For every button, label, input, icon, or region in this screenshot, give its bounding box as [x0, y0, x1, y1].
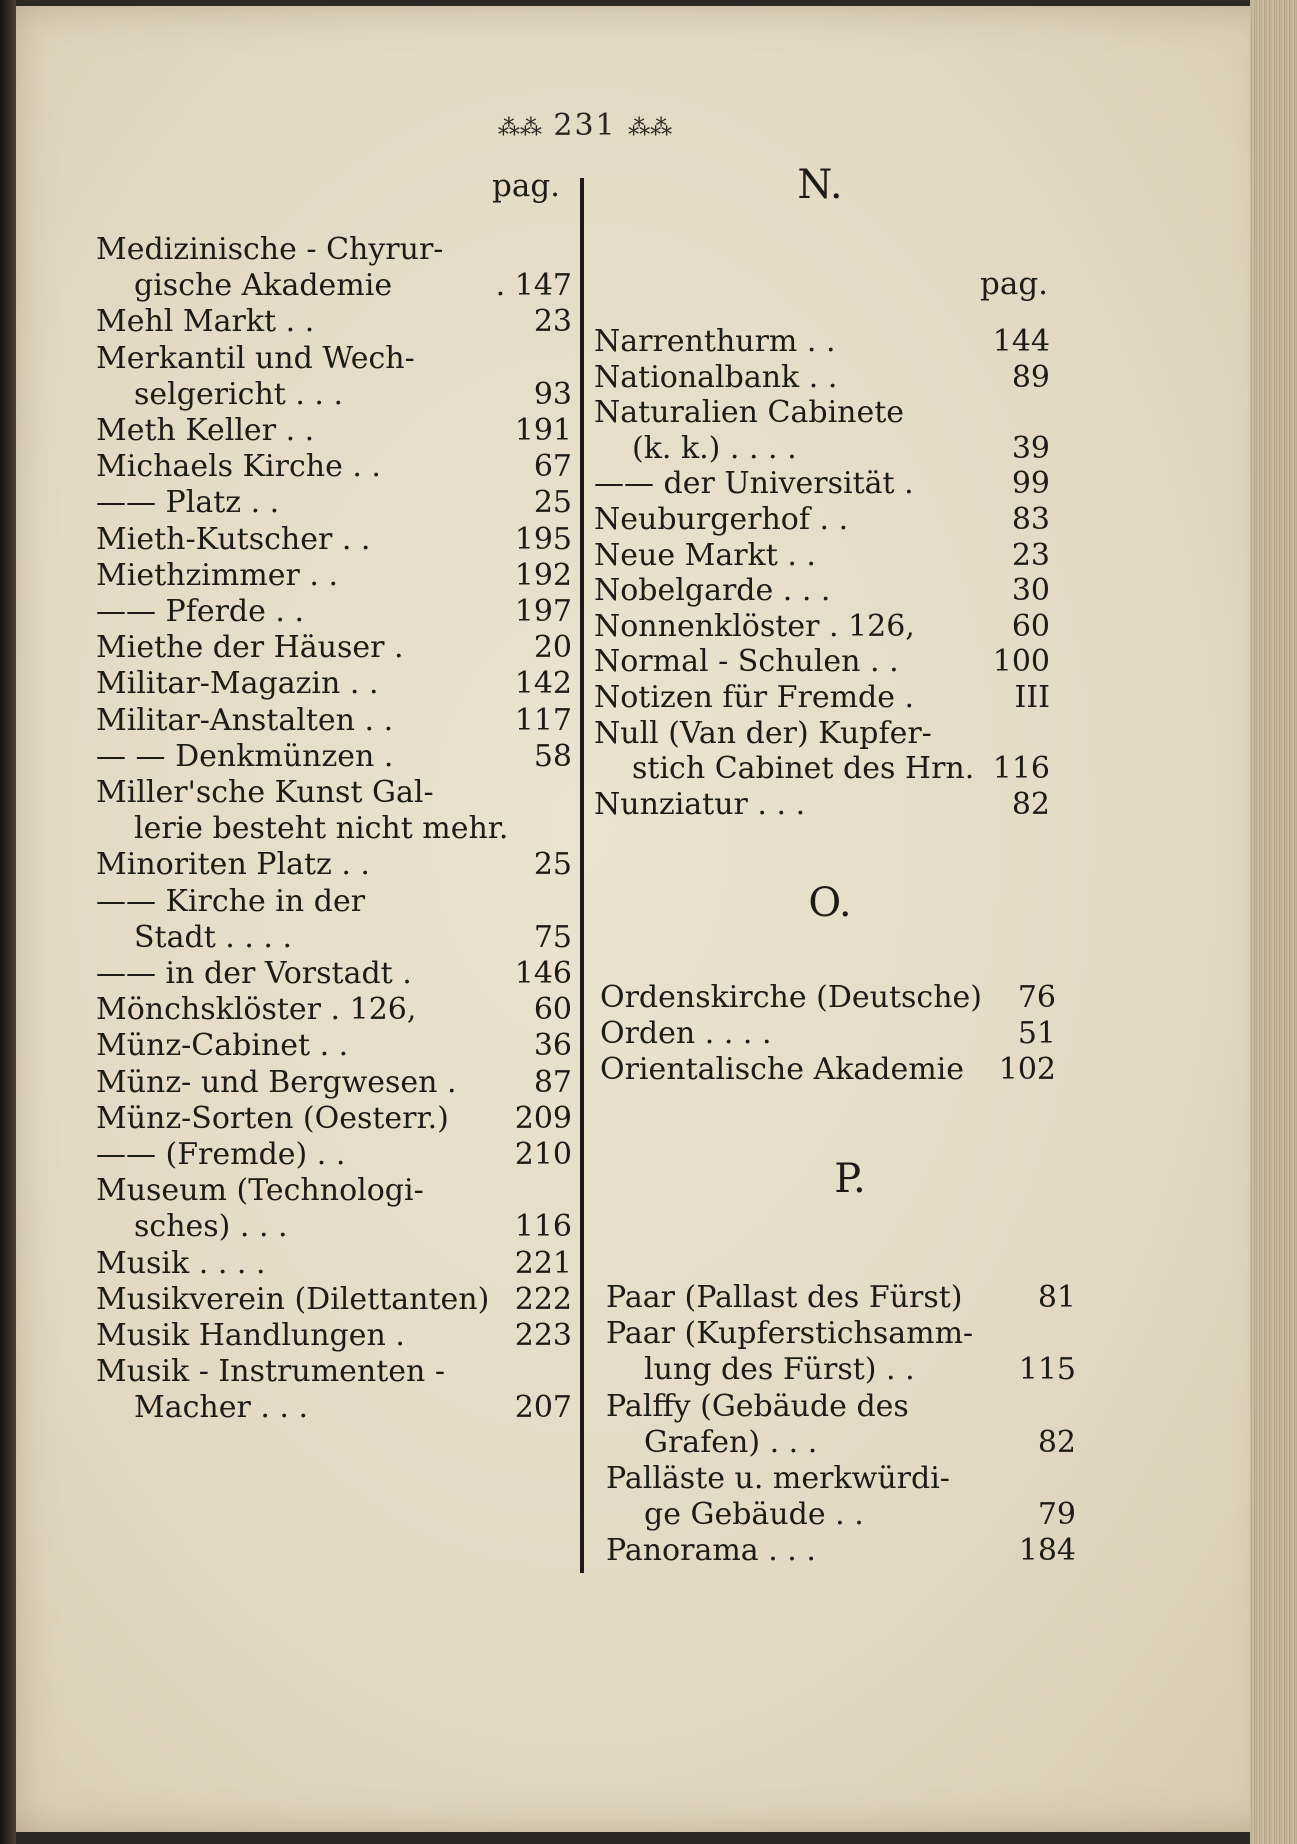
entry-term: Nobelgarde . . . — [594, 573, 831, 609]
entry-term: Nunziatur . . . — [594, 786, 806, 822]
entry-page-number: 30 — [1011, 573, 1050, 609]
entry-page-number: 115 — [1018, 1352, 1076, 1388]
entry-term: Michaels Kirche . . — [96, 449, 381, 485]
entry-page-number: 79 — [1037, 1497, 1076, 1533]
index-entry — [134, 1390, 572, 1426]
section-letter-n: N. — [797, 162, 843, 208]
entry-term: Panorama . . . — [606, 1533, 816, 1569]
entry-page-number: III — [1014, 680, 1050, 715]
page-number: 231 — [553, 108, 617, 143]
index-entry — [632, 751, 1050, 787]
entry-page-number: 209 — [514, 1100, 572, 1136]
entry-term: Miethzimmer . . — [96, 557, 338, 593]
entry-term: Miethe der Häuser . — [96, 630, 404, 666]
entry-term: selgericht . . . — [134, 376, 344, 412]
entry-term: Paar (Kupferstichsamm- — [606, 1316, 974, 1352]
entry-page-number: 192 — [514, 557, 572, 593]
index-entry — [96, 522, 572, 558]
entry-page-number: 207 — [514, 1390, 572, 1426]
index-entry — [632, 431, 1050, 467]
entry-term: Mieth-Kutscher . . — [96, 521, 371, 557]
entry-page-number: 99 — [1011, 466, 1050, 502]
index-entry — [606, 1461, 1076, 1497]
column-rule — [580, 178, 584, 1573]
entry-page-number: 25 — [533, 847, 572, 883]
entry-page-number: 76 — [1017, 980, 1056, 1015]
ornament-left: ⁂⁂ — [497, 116, 542, 141]
index-entry — [96, 1065, 572, 1101]
entry-term: (k. k.) . . . . — [632, 430, 797, 466]
index-entry — [606, 1316, 1076, 1352]
index-entry — [96, 341, 572, 377]
index-entry — [96, 1137, 572, 1173]
right-pag-label: pag. — [980, 266, 1049, 302]
index-entry — [594, 395, 1050, 431]
index-entry — [96, 884, 572, 920]
index-entry — [96, 485, 572, 521]
entry-term: Merkantil und Wech- — [96, 340, 415, 376]
index-entry — [96, 1354, 572, 1390]
index-entry — [606, 1280, 1076, 1316]
entry-term: Medizinische - Chyrur- — [96, 232, 444, 267]
index-entry — [644, 1352, 1076, 1388]
index-entry — [594, 502, 1050, 538]
entry-page-number: 93 — [533, 376, 572, 412]
entry-term: Neue Markt . . — [594, 537, 816, 573]
index-entry — [96, 775, 572, 811]
entry-page-number: 83 — [1011, 502, 1050, 537]
index-entry — [594, 466, 1050, 502]
entry-term: —— (Fremde) . . — [96, 1137, 346, 1172]
entry-term: Nonnenklöster . 126, — [594, 608, 915, 644]
entry-page-number: 82 — [1011, 786, 1050, 822]
index-entry — [600, 980, 1056, 1016]
index-entry — [134, 1209, 572, 1245]
entry-term: lung des Fürst) . . — [644, 1352, 915, 1388]
entry-term: ge Gebäude . . — [644, 1497, 864, 1533]
entry-term: Orden . . . . — [600, 1016, 772, 1051]
entry-term: Stadt . . . . — [134, 919, 293, 955]
entry-page-number: 195 — [514, 521, 572, 557]
entry-term: Null (Van der) Kupfer- — [594, 715, 932, 751]
entry-page-number: 36 — [533, 1028, 572, 1064]
entry-page-number: 60 — [1011, 608, 1050, 644]
entry-page-number: 51 — [1017, 1016, 1056, 1051]
entry-term: Musik Handlungen . — [96, 1318, 405, 1353]
entry-page-number: 223 — [514, 1318, 572, 1353]
entry-term: gische Akademie — [134, 268, 393, 304]
entry-page-number: 116 — [514, 1209, 572, 1245]
entry-term: lerie besteht nicht mehr. — [134, 811, 509, 847]
entry-page-number: . 147 — [495, 268, 572, 304]
entry-term: Normal - Schulen . . — [594, 644, 899, 680]
entry-term: Münz- und Bergwesen . — [96, 1064, 457, 1100]
entry-page-number: 58 — [533, 738, 572, 774]
entry-page-number: 197 — [514, 594, 572, 629]
entry-page-number: 81 — [1037, 1280, 1076, 1315]
entry-page-number: 142 — [514, 666, 572, 702]
index-entry — [594, 680, 1050, 716]
entry-page-number: 191 — [514, 413, 572, 448]
entry-term: Palffy (Gebäude des — [606, 1388, 909, 1424]
entry-page-number: 146 — [514, 956, 572, 991]
index-entry — [96, 703, 572, 739]
index-entry — [96, 1101, 572, 1137]
index-entry — [96, 956, 572, 992]
index-entry — [606, 1533, 1076, 1569]
entry-page-number: 102 — [998, 1052, 1056, 1087]
index-entry — [96, 739, 572, 775]
entry-term: Münz-Cabinet . . — [96, 1028, 349, 1064]
entry-page-number: 221 — [514, 1245, 572, 1281]
index-entry — [594, 573, 1050, 609]
index-entry — [600, 1016, 1056, 1052]
entry-term: Minoriten Platz . . — [96, 847, 370, 883]
index-entry — [96, 847, 572, 883]
entry-term: Macher . . . — [134, 1390, 309, 1426]
index-entry — [134, 920, 572, 956]
entry-page-number: 25 — [533, 485, 572, 521]
running-head — [460, 108, 710, 143]
book-spine — [0, 0, 16, 1844]
index-entry — [644, 1425, 1076, 1461]
entry-term: Orientalische Akademie — [600, 1052, 965, 1087]
entry-term: Miller'sche Kunst Gal- — [96, 775, 434, 810]
entry-term: Mönchsklöster . 126, — [96, 992, 417, 1028]
section-letter-p: P. — [834, 1156, 866, 1202]
entry-page-number: 116 — [992, 751, 1050, 787]
entry-term: —— Platz . . — [96, 485, 280, 521]
entry-term: Militar-Anstalten . . — [96, 702, 394, 738]
ornament-right: ⁂⁂ — [628, 116, 673, 141]
index-entry — [96, 666, 572, 702]
entry-page-number: 89 — [1011, 359, 1050, 395]
index-entry — [96, 413, 572, 449]
entry-term: Mehl Markt . . — [96, 304, 315, 340]
entry-term: Narrenthurm . . — [594, 324, 836, 359]
index-entry — [594, 538, 1050, 574]
index-entry — [96, 630, 572, 666]
index-entry — [644, 1497, 1076, 1533]
entry-term: Museum (Technologi- — [96, 1173, 424, 1209]
entry-term: —— Kirche in der — [96, 883, 366, 919]
left-pag-label: pag. — [492, 168, 561, 204]
entry-page-number: 100 — [992, 644, 1050, 680]
index-entry — [600, 1052, 1056, 1088]
entry-term: sches) . . . — [134, 1209, 288, 1245]
index-entry — [96, 1028, 572, 1064]
entry-page-number: 67 — [533, 449, 572, 485]
entry-term: Palläste u. merkwürdi- — [606, 1461, 950, 1496]
entry-term: Naturalien Cabinete — [594, 395, 905, 431]
entry-term: Nationalbank . . — [594, 359, 838, 395]
entry-term: —— in der Vorstadt . — [96, 956, 412, 991]
index-entry — [96, 558, 572, 594]
entry-term: Münz-Sorten (Oesterr.) — [96, 1100, 449, 1136]
index-entry — [96, 449, 572, 485]
index-entry — [594, 360, 1050, 396]
index-entry — [96, 1173, 572, 1209]
index-entry — [594, 324, 1050, 360]
index-entry — [134, 811, 572, 847]
index-entry — [96, 992, 572, 1028]
index-entry — [134, 377, 572, 413]
index-entry — [594, 787, 1050, 823]
page-edges — [1250, 0, 1297, 1844]
entry-page-number: 23 — [533, 304, 572, 340]
entry-term: Militar-Magazin . . — [96, 666, 379, 702]
index-entry — [96, 1282, 572, 1318]
entry-page-number: 222 — [514, 1281, 572, 1317]
index-entry — [134, 268, 572, 304]
index-entry — [606, 1389, 1076, 1425]
entry-term: —— Pferde . . — [96, 594, 305, 629]
entry-page-number: 87 — [533, 1064, 572, 1100]
entry-page-number: 60 — [533, 992, 572, 1028]
entry-page-number: 23 — [1011, 537, 1050, 573]
entry-term: Notizen für Fremde . — [594, 680, 915, 715]
index-entry — [594, 716, 1050, 752]
entry-term: Grafen) . . . — [644, 1424, 818, 1460]
index-entry — [594, 644, 1050, 680]
entry-term: Musik - Instrumenten - — [96, 1354, 446, 1390]
index-entry — [96, 1318, 572, 1354]
index-entry — [96, 1246, 572, 1282]
entry-term: Musik . . . . — [96, 1245, 266, 1281]
entry-page-number: 144 — [992, 324, 1050, 359]
entry-term: Musikverein (Dilettanten) — [96, 1281, 490, 1317]
entry-page-number: 82 — [1037, 1424, 1076, 1460]
section-letter-o: O. — [808, 880, 852, 926]
index-entry — [594, 609, 1050, 645]
entry-page-number: 210 — [514, 1137, 572, 1172]
index-entry — [96, 232, 572, 268]
entry-term: stich Cabinet des Hrn. — [632, 751, 975, 787]
entry-page-number: 184 — [1018, 1533, 1076, 1569]
index-entry — [96, 304, 572, 340]
entry-term: Neuburgerhof . . — [594, 502, 849, 537]
index-entry — [96, 594, 572, 630]
entry-page-number: 39 — [1011, 430, 1050, 466]
entry-term: Paar (Pallast des Fürst) — [606, 1280, 963, 1315]
entry-term: Ordenskirche (Deutsche) — [600, 980, 983, 1015]
entry-term: — — Denkmünzen . — [96, 738, 394, 774]
entry-term: Meth Keller . . — [96, 413, 315, 448]
entry-page-number: 117 — [514, 702, 572, 738]
entry-page-number: 20 — [533, 630, 572, 666]
entry-page-number: 75 — [533, 919, 572, 955]
entry-term: —— der Universität . — [594, 466, 914, 502]
